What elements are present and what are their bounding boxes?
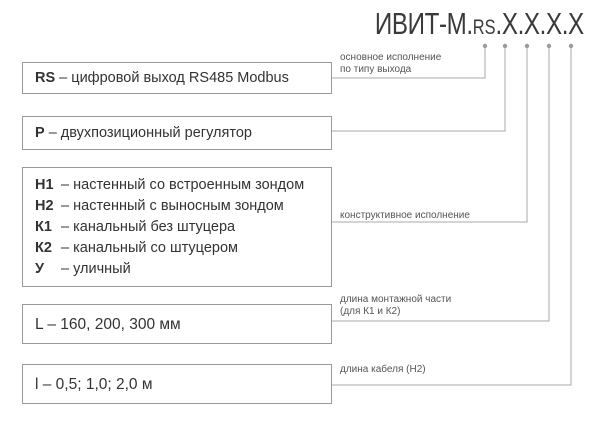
code-rs: RS (35, 70, 56, 86)
text-l: – 160, 200, 300 мм (43, 316, 181, 333)
box-length (22, 304, 332, 344)
code-p: P (35, 125, 45, 141)
text-p: – двухпозиционный регулятор (44, 125, 252, 141)
box-cable (22, 364, 332, 404)
code-cable: l (35, 376, 39, 393)
note-length: длина монтажной части (для К1 и К2) (340, 294, 452, 317)
code-k1: К1 (35, 219, 52, 235)
text-u: – уличный (57, 261, 131, 277)
text-h2: – настенный с выносным зондом (57, 198, 284, 214)
code-h1: Н1 (35, 177, 54, 193)
text-cable: – 0,5; 1,0; 2,0 м (38, 376, 153, 393)
note-cable: длина кабеля (Н2) (340, 364, 426, 375)
text-h1: – настенный со встроенным зондом (57, 177, 305, 193)
note-output: основное исполнение по типу выхода (340, 52, 442, 75)
box-regulator-p (22, 116, 332, 150)
model-rs: RS (472, 16, 496, 39)
box-output-rs (22, 62, 332, 94)
code-u: У (35, 261, 45, 277)
design-row (35, 261, 131, 277)
code-l: L (35, 316, 44, 333)
dot-4 (547, 44, 551, 48)
connector-l (332, 48, 549, 321)
design-row (35, 177, 304, 193)
text-k2: – канальный со штуцером (57, 240, 238, 256)
box-design (22, 167, 332, 287)
design-row (35, 219, 235, 235)
design-row (35, 240, 238, 256)
text-k1: – канальный без штуцера (57, 219, 236, 235)
code-k2: К2 (35, 240, 52, 256)
model-prefix: ИВИТ-М. (375, 6, 473, 41)
note-design: конструктивное исполнение (340, 210, 470, 221)
model-code (375, 6, 584, 42)
dot-3 (525, 44, 529, 48)
design-row (35, 198, 284, 214)
dot-1 (483, 44, 487, 48)
dot-2 (503, 44, 507, 48)
model-suffix: .X.X.X.X (495, 6, 584, 41)
code-h2: Н2 (35, 198, 54, 214)
text-rs: – цифровой выход RS485 Modbus (55, 70, 289, 86)
dot-5 (569, 44, 573, 48)
